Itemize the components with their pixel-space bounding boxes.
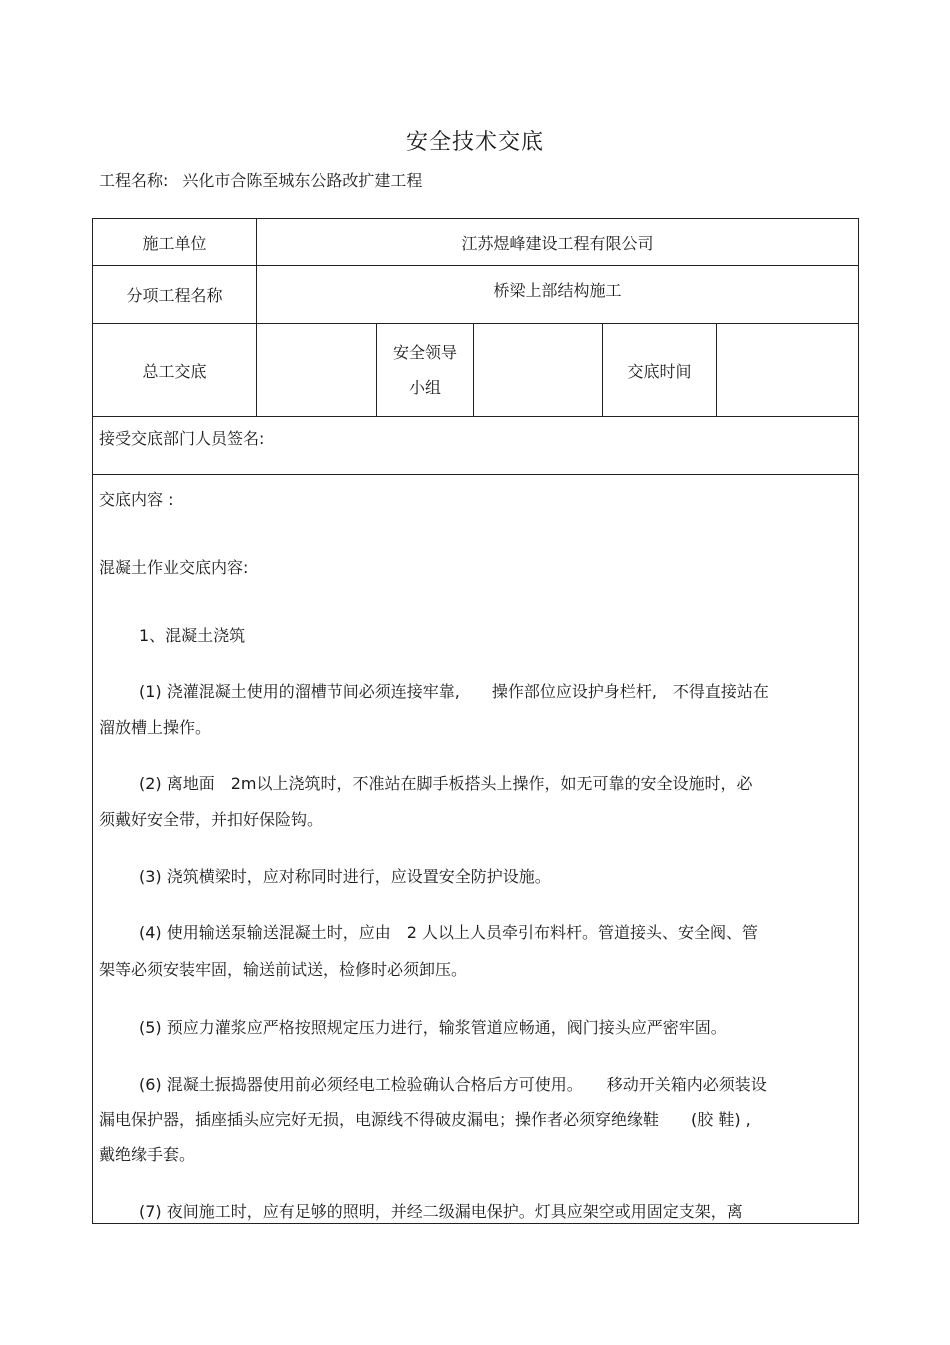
para-7-line-1: (7) 夜间施工时，应有足够的照明，并经二级漏电保护。灯具应架空或用固定支架，离: [139, 1202, 743, 1221]
safety-group-label-line1: 安全领导: [392, 343, 457, 362]
row-chief-disclosure: [93, 324, 859, 417]
row-construction-unit: [93, 219, 859, 266]
item-title: 1、混凝土浇筑: [139, 626, 246, 645]
document-title: 安全技术交底: [405, 130, 544, 155]
section-title: 混凝土作业交底内容:: [99, 558, 249, 577]
para-2-line-2: 须戴好安全带，并扣好保险钩。: [99, 810, 324, 829]
project-name-line: [99, 168, 422, 191]
construction-unit-value: 江苏煜峰建设工程有限公司: [257, 219, 859, 266]
para-4-line-2: 架等必须安装牢固，输送前试送，检修时必须卸压。: [99, 960, 468, 979]
row-subproject: [93, 266, 859, 324]
disclosure-table: [92, 218, 859, 1224]
chief-disclosure-label: 总工交底: [93, 324, 257, 417]
para-4-line-1: (4) 使用输送泵输送混凝土时，应由 2 人以上人员牵引布料杆。管道接头、安全阀、管: [139, 923, 759, 942]
chief-disclosure-value: [257, 324, 377, 417]
signature-cell: [93, 417, 859, 475]
project-name: 兴化市合陈至城东公路改扩建工程: [182, 171, 423, 190]
disclosure-time-value: [717, 324, 859, 417]
para-6-line-2: 漏电保护器，插座插头应完好无损，电源线不得破皮漏电；操作者必须穿绝缘鞋 (胶 鞋) ,: [99, 1110, 751, 1129]
row-content: [93, 475, 859, 1224]
safety-group-label: [377, 324, 474, 417]
row-signature: [93, 417, 859, 475]
subproject-label: 分项工程名称: [93, 266, 257, 324]
para-6-line-1: (6) 混凝土振捣器使用前必须经电工检验确认合格后方可使用。 移动开关箱内必须装设: [139, 1075, 767, 1094]
para-5-line-1: (5) 预应力灌浆应严格按照规定压力进行，输浆管道应畅通，阀门接头应严密牢固。: [139, 1018, 727, 1037]
para-3-line-1: (3) 浇筑横梁时，应对称同时进行，应设置安全防护设施。: [139, 867, 551, 886]
para-1-line-1: (1) 浇灌混凝土使用的溜槽节间必须连接牢靠, 操作部位应设护身栏杆, 不得直接站在: [139, 682, 769, 701]
para-6-line-3: 戴绝缘手套。: [99, 1145, 196, 1164]
project-label: 工程名称:: [99, 171, 169, 190]
content-cell: [93, 475, 859, 1224]
subproject-value: 桥梁上部结构施工: [257, 266, 859, 324]
safety-group-label-line2: 小组: [408, 378, 441, 397]
construction-unit-label: 施工单位: [93, 219, 257, 266]
disclosure-time-label: 交底时间: [603, 324, 717, 417]
para-1-line-2: 溜放槽上操作。: [99, 718, 212, 737]
para-2-line-1: (2) 离地面 2m以上浇筑时，不准站在脚手板搭头上操作，如无可靠的安全设施时，必: [139, 774, 753, 793]
safety-group-value: [474, 324, 603, 417]
signature-label: 接受交底部门人员签名:: [99, 429, 265, 448]
content-heading: 交底内容 :: [99, 490, 174, 509]
